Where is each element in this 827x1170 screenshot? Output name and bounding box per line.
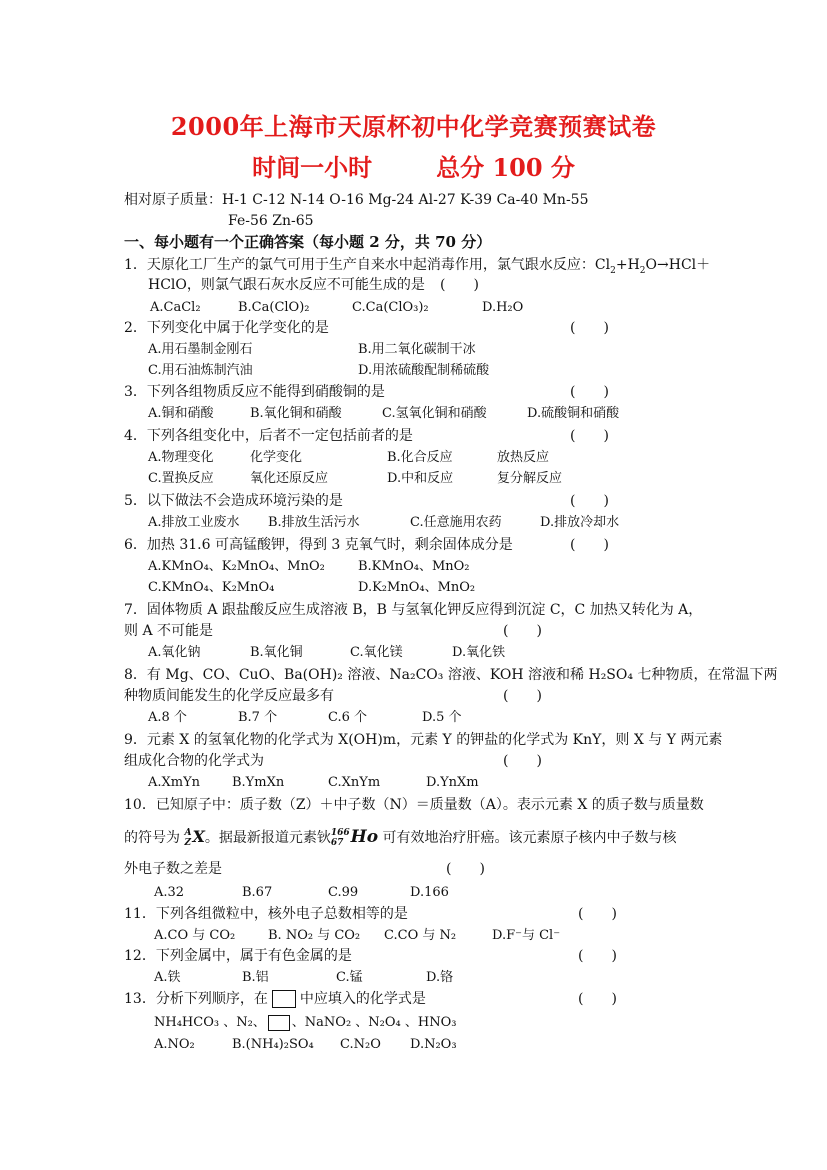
q6-option-a[interactable]: A.KMnO₄、K₂MnO₄、MnO₂ — [148, 559, 325, 574]
q9-answer-paren[interactable]: ( ) — [503, 753, 542, 769]
symbol-notation: A Z — [184, 828, 192, 848]
q8-stem-line-2: 种物质间能发生的化学反应最多有 — [124, 688, 334, 704]
q1-stem-line-2: HClO，则氯气跟石灰水反应不可能生成的是 — [148, 277, 425, 293]
q1-option-a[interactable]: A.CaCl₂ — [150, 300, 201, 315]
q9-stem-line-1: 9．元素 X 的氢氧化物的化学式为 X(OH)m，元素 Y 的钾盐的化学式为 KnY，则 X 与 Y 两元素 — [124, 732, 723, 748]
q8-option-a[interactable]: A.8 个 — [148, 710, 187, 725]
q5-stem: 5．以下做法不会造成环境污染的是 — [124, 493, 343, 509]
q3-answer-paren[interactable]: ( ) — [570, 384, 609, 400]
q12-option-d[interactable]: D.铬 — [426, 970, 454, 985]
q2-answer-paren[interactable]: ( ) — [570, 320, 609, 336]
q7-option-a[interactable]: A.氧化钠 — [148, 645, 201, 660]
q5-option-d[interactable]: D.排放冷却水 — [540, 515, 620, 530]
q3-option-d[interactable]: D.硫酸铜和硝酸 — [527, 406, 620, 421]
q8-option-c[interactable]: C.6 个 — [328, 710, 368, 725]
q13-answer-paren[interactable]: ( ) — [578, 991, 617, 1007]
q2-option-b[interactable]: B.用二氧化碳制干冰 — [358, 342, 476, 357]
q1-option-b[interactable]: B.Ca(ClO)₂ — [238, 300, 310, 315]
q2-option-c[interactable]: C.用石油炼制汽油 — [148, 363, 253, 378]
q8-stem-line-1: 8．有 Mg、CO、CuO、Ba(OH)₂ 溶液、Na₂CO₃ 溶液、KOH 溶液和稀 H₂SO₄ 七种物质，在常温下两 — [124, 667, 778, 683]
q6-option-b[interactable]: B.KMnO₄、MnO₂ — [358, 559, 470, 574]
q1-stem-line-1: 1．天原化工厂生产的氯气可用于生产自来水中起消毒作用，氯气跟水反应：$Cl_2+H_2O\to HCl+$ — [124, 257, 711, 276]
blank-box[interactable] — [272, 990, 296, 1008]
q6-answer-paren[interactable]: ( ) — [570, 537, 609, 553]
q9-option-c[interactable]: C.XnYm — [328, 775, 381, 790]
q12-option-a[interactable]: A.铁 — [154, 970, 181, 985]
q9-option-d[interactable]: D.YnXm — [426, 775, 479, 790]
q2-option-d[interactable]: D.用浓硫酸配制稀硫酸 — [358, 363, 490, 378]
q4-answer-paren[interactable]: ( ) — [570, 428, 609, 444]
q12-answer-paren[interactable]: ( ) — [578, 948, 617, 964]
q7-stem-line-1: 7．固体物质 A 跟盐酸反应生成溶液 B，B 与氢氧化钾反应得到沉淀 C，C 加热又转化为 A， — [124, 602, 703, 618]
q10-option-a[interactable]: A.32 — [154, 885, 185, 900]
q10-stem-line-3: 外电子数之差是 — [124, 861, 222, 877]
q10-stem-line-1: 10．已知原子中：质子数（Z）＋中子数（N）＝质量数（A）。表示元素 X 的质子数与质量数 — [124, 797, 704, 813]
q1-option-d[interactable]: D.H₂O — [482, 300, 524, 315]
q3-option-c[interactable]: C.氢氧化铜和硝酸 — [382, 406, 487, 421]
atomic-mass-line-1: 相对原子质量：H-1 C-12 N-14 O-16 Mg-24 Al-27 K-39 Ca-40 Mn-55 — [124, 192, 589, 208]
q13-option-a[interactable]: A.NO₂ — [154, 1037, 195, 1052]
q5-option-a[interactable]: A.排放工业废水 — [148, 515, 240, 530]
q13-option-c[interactable]: C.N₂O — [340, 1037, 381, 1052]
q11-option-b[interactable]: B. NO₂ 与 CO₂ — [268, 928, 361, 943]
total-score: 总分 100 分 — [436, 153, 575, 182]
q13-option-d[interactable]: D.N₂O₃ — [410, 1037, 457, 1052]
q4-option-c[interactable]: C.置换反应 — [148, 471, 214, 486]
q11-option-a[interactable]: A.CO 与 CO₂ — [154, 928, 236, 943]
q10-option-b[interactable]: B.67 — [242, 885, 273, 900]
q5-option-c[interactable]: C.任意施用农药 — [410, 515, 502, 530]
q4-option-b-second: 放热反应 — [497, 450, 550, 465]
q11-option-c[interactable]: C.CO 与 N₂ — [384, 928, 457, 943]
q6-option-c[interactable]: C.KMnO₄、K₂MnO₄ — [148, 580, 275, 595]
q13-sequence: NH₄HCO₃ 、N₂、 、NaNO₂ 、N₂O₄ 、HNO₃ — [154, 1015, 457, 1030]
q11-option-d[interactable]: D.F⁻与 Cl⁻ — [492, 928, 561, 943]
q5-answer-paren[interactable]: ( ) — [570, 493, 609, 509]
exam-title: 2000年上海市天原杯初中化学竞赛预赛试卷 — [170, 112, 657, 141]
q5-option-b[interactable]: B.排放生活污水 — [268, 515, 360, 530]
sequence-blank-box[interactable] — [268, 1015, 290, 1031]
q4-option-d[interactable]: D.中和反应 — [387, 471, 454, 486]
atomic-mass-line-2: Fe-56 Zn-65 — [228, 213, 314, 229]
q13-option-b[interactable]: B.(NH₄)₂SO₄ — [232, 1037, 314, 1052]
q12-stem: 12．下列金属中，属于有色金属的是 — [124, 948, 352, 964]
q10-answer-paren[interactable]: ( ) — [446, 861, 485, 877]
q10-option-c[interactable]: C.99 — [328, 885, 359, 900]
q1-option-c[interactable]: C.Ca(ClO₃)₂ — [352, 300, 429, 315]
q10-option-d[interactable]: D.166 — [410, 885, 449, 900]
q6-option-d[interactable]: D.K₂MnO₄、MnO₂ — [358, 580, 476, 595]
q7-option-d[interactable]: D.氧化铁 — [452, 645, 506, 660]
q1-answer-paren[interactable]: ( ) — [440, 277, 479, 293]
q4-option-d-second: 复分解反应 — [497, 471, 563, 486]
q4-option-c-second: 氧化还原反应 — [250, 471, 329, 486]
q7-option-b[interactable]: B.氧化铜 — [250, 645, 303, 660]
q4-option-a[interactable]: A.物理变化 — [148, 450, 214, 465]
time-limit: 时间一小时 — [252, 153, 373, 182]
q3-option-a[interactable]: A.铜和硝酸 — [148, 406, 214, 421]
q3-stem: 3．下列各组物质反应不能得到硝酸铜的是 — [124, 384, 385, 400]
q10-stem-line-2: 的符号为 A Z X。据最新报道元素钬 166 67 Ho 可有效地治疗肝癌。该元素原子核内中子数与核 — [124, 827, 677, 848]
q9-stem-line-2: 组成化合物的化学式为 — [124, 753, 264, 769]
q9-option-b[interactable]: B.YmXn — [232, 775, 285, 790]
q2-stem: 2．下列变化中属于化学变化的是 — [124, 320, 329, 336]
q13-stem: 13．分析下列顺序，在 中应填入的化学式是 — [124, 991, 426, 1007]
section-heading: 一、每小题有一个正确答案（每小题 2 分，共 70 分） — [124, 233, 492, 251]
q6-stem: 6．加热 31.6 可高锰酸钾，得到 3 克氧气时，剩余固体成分是 — [124, 537, 513, 553]
q12-option-b[interactable]: B.铝 — [242, 970, 269, 985]
q8-answer-paren[interactable]: ( ) — [503, 688, 542, 704]
q7-answer-paren[interactable]: ( ) — [503, 623, 542, 639]
q11-stem: 11．下列各组微粒中，核外电子总数相等的是 — [124, 906, 408, 922]
q7-stem-line-2: 则 A 不可能是 — [124, 623, 214, 639]
q11-answer-paren[interactable]: ( ) — [578, 906, 617, 922]
q2-option-a[interactable]: A.用石墨制金刚石 — [148, 342, 253, 357]
q4-option-a-second: 化学变化 — [250, 450, 303, 465]
q9-option-a[interactable]: A.XmYn — [148, 775, 201, 790]
q12-option-c[interactable]: C.锰 — [336, 970, 363, 985]
holmium-notation: 166 67 — [330, 828, 350, 848]
q3-option-b[interactable]: B.氧化铜和硝酸 — [250, 406, 342, 421]
q8-option-b[interactable]: B.7 个 — [238, 710, 278, 725]
q7-option-c[interactable]: C.氧化镁 — [350, 645, 403, 660]
q8-option-d[interactable]: D.5 个 — [422, 710, 462, 725]
exam-subtitle — [0, 148, 827, 183]
q4-option-b[interactable]: B.化合反应 — [387, 450, 453, 465]
q4-stem: 4．下列各组变化中，后者不一定包括前者的是 — [124, 428, 413, 444]
